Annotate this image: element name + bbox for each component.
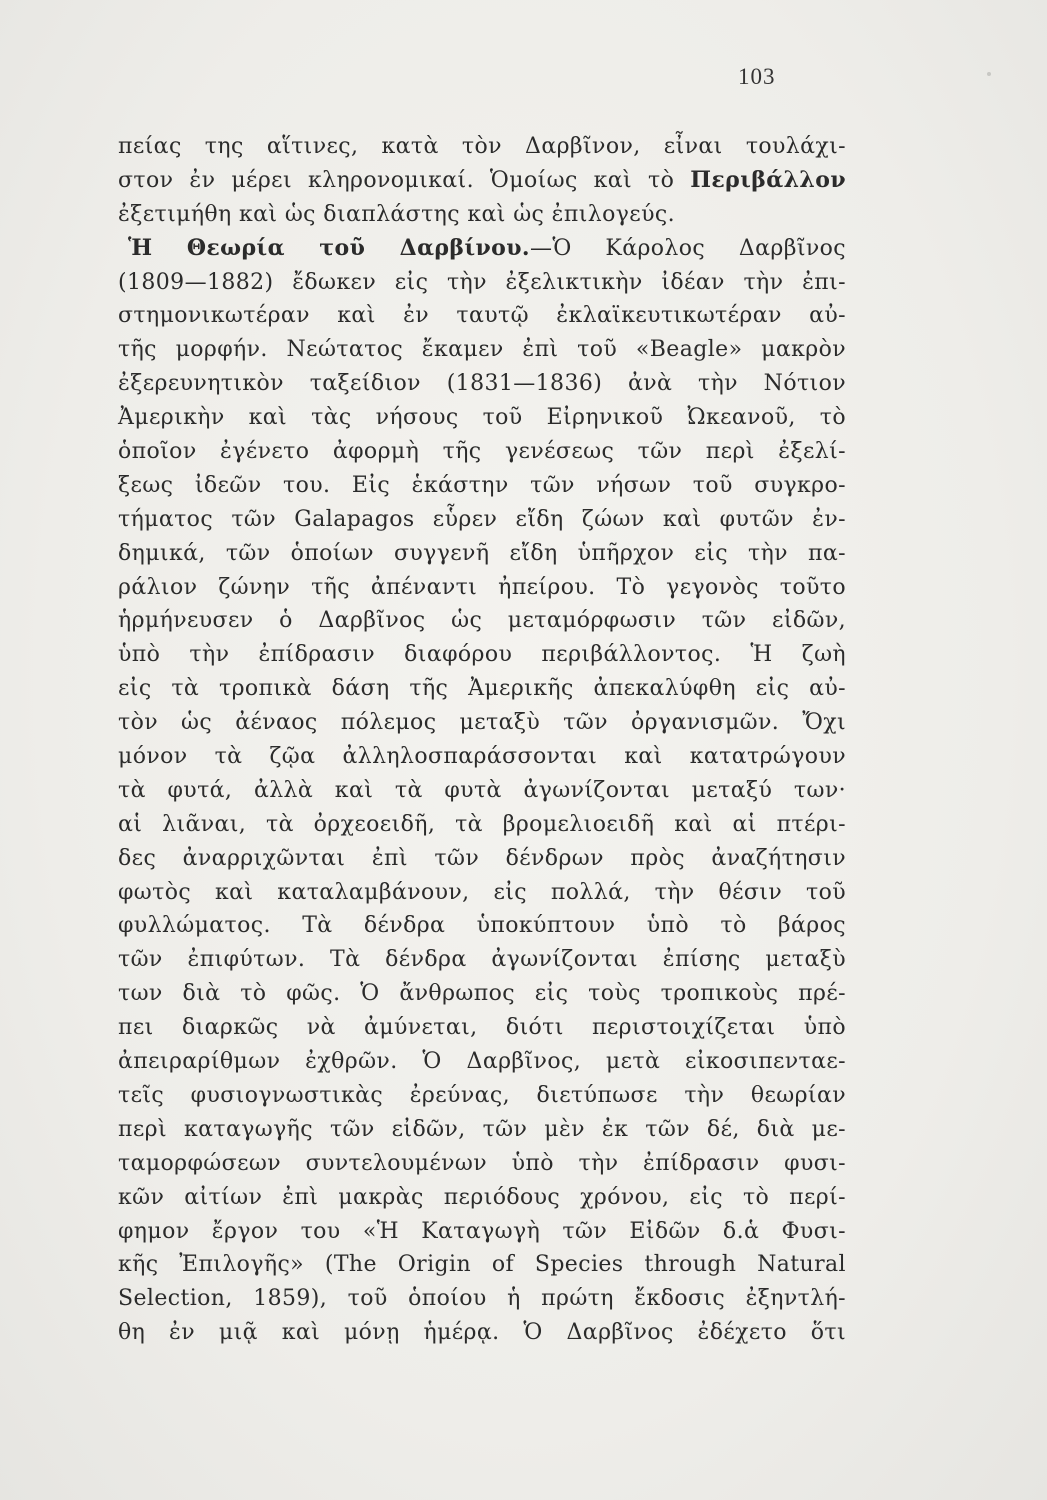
text-line: τήματος τῶν Galapagos εὗρεν εἴδη ζώων καὶ φυτῶν ἐν-: [118, 506, 846, 532]
text-line: ταμορφώσεων συντελουμένων ὑπὸ τὴν ἐπίδρασιν φυσι-: [118, 1150, 846, 1176]
text-line: Ἀμερικὴν καὶ τὰς νήσους τοῦ Εἰρηνικοῦ Ὠκεανοῦ, τὸ: [118, 405, 846, 431]
text-line: τῆς μορφήν. Νεώτατος ἔκαμεν ἐπὶ τοῦ «Beagle» μακρὸν: [118, 337, 846, 363]
section-heading: Ἡ Θεωρία τοῦ Δαρβίνου.: [128, 234, 530, 261]
paper-speck: [987, 72, 991, 76]
text-line: (1809—1882) ἔδωκεν εἰς τὴν ἐξελικτικὴν ἰδέαν τὴν ἐπι-: [118, 269, 846, 295]
text-line: των διὰ τὸ φῶς. Ὁ ἄνθρωπος εἰς τοὺς τροπικοὺς πρέ-: [118, 981, 846, 1007]
text-line: ὁποῖον ἐγένετο ἀφορμὴ τῆς γενέσεως τῶν περὶ ἐξελί-: [118, 439, 846, 465]
text-line: πει διαρκῶς νὰ ἀμύνεται, διότι περιστοιχίζεται ὑπὸ: [118, 1015, 846, 1041]
text-line: φωτὸς καὶ καταλαμβάνουν, εἰς πολλά, τὴν θέσιν τοῦ: [118, 879, 846, 905]
body-text: [118, 130, 846, 1350]
text-line: αἱ λιᾶναι, τὰ ὀρχεοειδῆ, τὰ βρομελιοειδῆ καὶ αἱ πτέρι-: [118, 811, 846, 837]
text-line: κῶν αἰτίων ἐπὶ μακρὰς περιόδους χρόνου, εἰς τὸ περί-: [118, 1184, 846, 1210]
text-line: κῆς Ἐπιλογῆς» (The Origin of Species through Natural: [118, 1252, 846, 1278]
text-line: ἡρμήνευσεν ὁ Δαρβῖνος ὡς μεταμόρφωσιν τῶν εἰδῶν,: [118, 608, 846, 634]
term-bold: Περιβάλλον: [690, 166, 846, 193]
text-line: φημον ἔργον του «Ἡ Καταγωγὴ τῶν Εἰδῶν δ.ἁ Φυσι-: [118, 1218, 846, 1244]
text-line: μόνον τὰ ζῷα ἀλληλοσπαράσσονται καὶ κατατρώγουν: [118, 744, 846, 770]
text-line: φυλλώματος. Τὰ δένδρα ὑποκύπτουν ὑπὸ τὸ βάρος: [118, 913, 846, 939]
text-line: στον ἐν μέρει κληρονομικαί. Ὁμοίως καὶ τὸ Περιβάλλον: [118, 166, 846, 193]
text-line: ἀπειραρίθμων ἐχθρῶν. Ὁ Δαρβῖνος, μετὰ εἰκοσιπενταε-: [118, 1049, 846, 1075]
text-line: θη ἐν μιᾷ καὶ μόνῃ ἡμέρᾳ. Ὁ Δαρβῖνος ἐδέχετο ὅτι: [118, 1320, 846, 1346]
text-line: δες ἀναρριχῶνται ἐπὶ τῶν δένδρων πρὸς ἀναζήτησιν: [118, 845, 846, 871]
page-number: 103: [738, 64, 776, 89]
text-line: εἰς τὰ τροπικὰ δάση τῆς Ἀμερικῆς ἀπεκαλύφθη εἰς αὐ-: [118, 676, 846, 702]
text-line: τὰ φυτά, ἀλλὰ καὶ τὰ φυτὰ ἀγωνίζονται μεταξύ των·: [118, 777, 846, 803]
text-line: ξεως ἰδεῶν του. Εἰς ἑκάστην τῶν νήσων τοῦ συγκρο-: [118, 472, 846, 498]
text-line: περὶ καταγωγῆς τῶν εἰδῶν, τῶν μὲν ἐκ τῶν δέ, διὰ με-: [118, 1116, 846, 1142]
text-line: ὑπὸ τὴν ἐπίδρασιν διαφόρου περιβάλλοντος. Ἡ ζωὴ: [118, 642, 846, 668]
text-line: στημονικωτέραν καὶ ἐν ταυτῷ ἐκλαϊκευτικωτέραν αὐ-: [118, 303, 846, 329]
text-line: ἐξερευνητικὸν ταξείδιον (1831—1836) ἀνὰ τὴν Νότιον: [118, 371, 846, 397]
text-line: τεῖς φυσιογνωστικὰς ἐρεύνας, διετύπωσε τὴν θεωρίαν: [118, 1082, 846, 1108]
section-heading-line: Ἡ Θεωρία τοῦ Δαρβίνου.—Ὁ Κάρολος Δαρβῖνος: [128, 234, 847, 261]
text-line: πείας της αἵτινες, κατὰ τὸν Δαρβῖνον, εἶναι τουλάχι-: [118, 134, 846, 159]
text-line: Selection, 1859), τοῦ ὁποίου ἡ πρώτη ἔκδοσις ἐξηντλή-: [118, 1286, 846, 1312]
text-line: ράλιον ζώνην τῆς ἀπέναντι ἠπείρου. Τὸ γεγονὸς τοῦτο: [118, 574, 846, 600]
text-line: τὸν ὡς ἀέναος πόλεμος μεταξὺ τῶν ὀργανισμῶν. Ὄχι: [118, 710, 846, 736]
text-line: δημικά, τῶν ὁποίων συγγενῆ εἴδη ὑπῆρχον εἰς τὴν πα-: [118, 540, 846, 566]
text-line: τῶν ἐπιφύτων. Τὰ δένδρα ἀγωνίζονται ἐπίσης μεταξὺ: [118, 947, 846, 973]
text-line: ἐξετιμήθη καὶ ὡς διαπλάστης καὶ ὡς ἐπιλογεύς.: [118, 201, 675, 227]
